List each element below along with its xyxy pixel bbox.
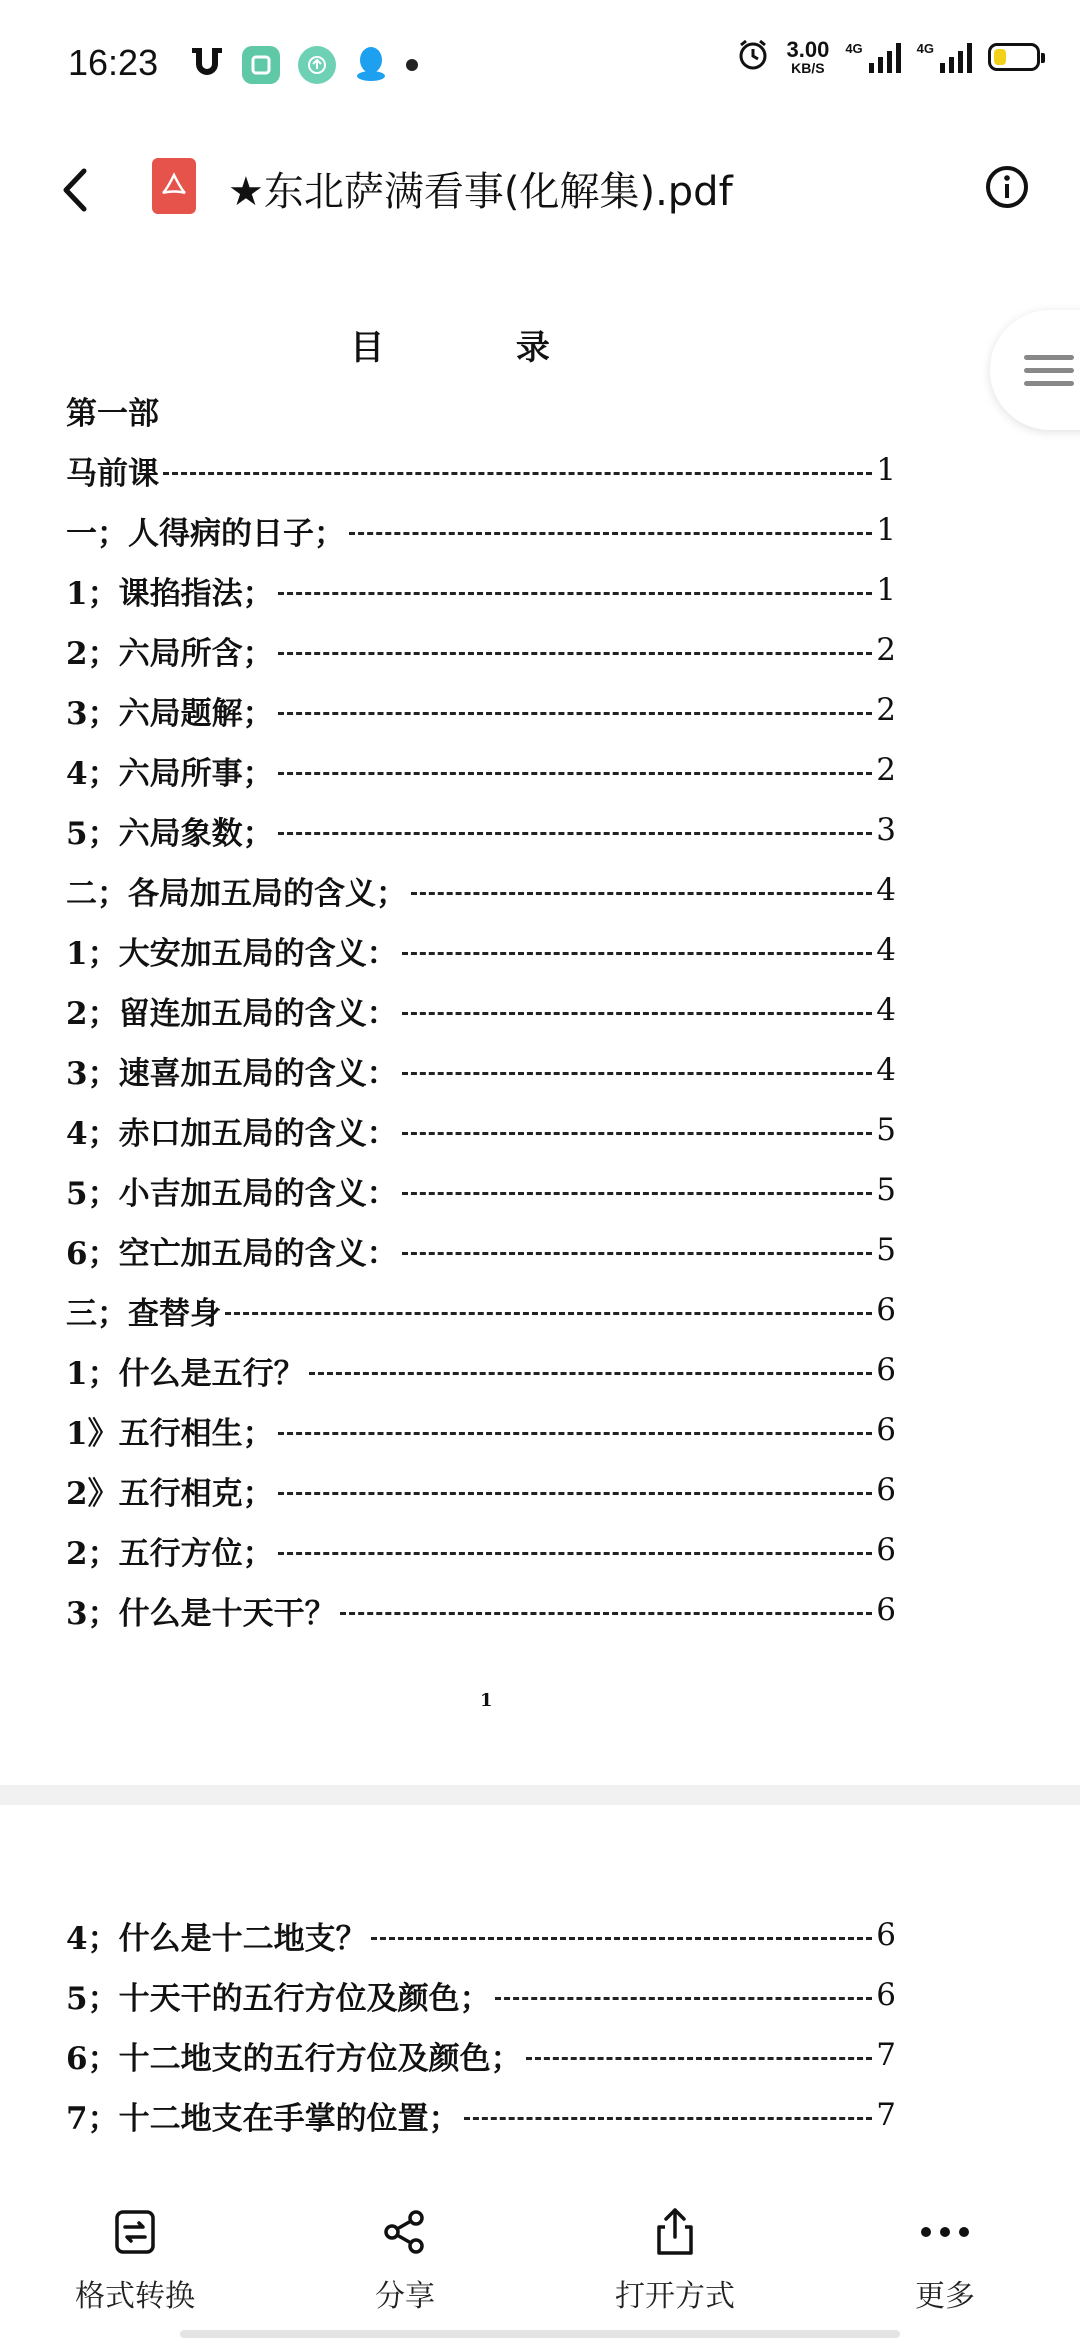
toc-entry-page: 6 bbox=[876, 1592, 896, 1628]
menu-icon bbox=[1024, 347, 1074, 394]
open-with-icon bbox=[648, 2205, 702, 2259]
toc-entry[interactable] bbox=[66, 565, 896, 615]
toc-leader bbox=[278, 1552, 873, 1555]
toc-entry[interactable] bbox=[66, 2030, 896, 2080]
toc-section-heading bbox=[66, 385, 896, 435]
battery-icon bbox=[988, 43, 1040, 71]
toc-leader bbox=[163, 472, 872, 475]
info-icon bbox=[984, 164, 1030, 210]
toc-leader bbox=[349, 532, 872, 535]
toc-leader bbox=[371, 1937, 873, 1940]
toc-leader bbox=[402, 952, 873, 955]
toc-leader bbox=[309, 1372, 873, 1375]
toc-entry-label: 2；六局所含； bbox=[66, 635, 274, 672]
toc-entry[interactable] bbox=[66, 1405, 896, 1455]
toc-entry-page: 4 bbox=[876, 932, 896, 968]
toc-entry-label: 5；小吉加五局的含义： bbox=[66, 1175, 398, 1212]
toc-entry-label: 6；空亡加五局的含义： bbox=[66, 1235, 398, 1272]
app-header bbox=[0, 130, 1080, 250]
toc-leader bbox=[402, 1132, 873, 1135]
toc-entry-label: 2；留连加五局的含义： bbox=[66, 995, 398, 1032]
toc-entry-page: 7 bbox=[876, 2097, 896, 2133]
toc-entry-label: 7；十二地支在手掌的位置； bbox=[66, 2100, 460, 2137]
page-number: 1 bbox=[480, 1690, 493, 1711]
document-page-1 bbox=[0, 250, 1080, 1785]
toc-entry-page: 2 bbox=[876, 632, 896, 668]
toc-leader bbox=[278, 1492, 873, 1495]
open-with-label: 打开方式 bbox=[615, 2279, 735, 2314]
toc-leader bbox=[402, 1192, 873, 1195]
home-indicator[interactable] bbox=[180, 2330, 900, 2338]
toc-entry[interactable] bbox=[66, 1910, 896, 1960]
toc-entry-label: 二；各局加五局的含义； bbox=[66, 875, 407, 912]
toc-entry-page: 3 bbox=[876, 812, 896, 848]
document-title: ★东北萨满看事(化解集).pdf bbox=[228, 169, 733, 215]
toc-entry-label: 3；速喜加五局的含义： bbox=[66, 1055, 398, 1092]
toc-entry[interactable] bbox=[66, 1525, 896, 1575]
toc-entry-page: 5 bbox=[876, 1172, 896, 1208]
network-type-1: 4G bbox=[845, 41, 863, 56]
toc-entry[interactable] bbox=[66, 1105, 896, 1155]
toc-entry[interactable] bbox=[66, 805, 896, 855]
network-type-2: 4G bbox=[916, 41, 934, 56]
status-bar bbox=[0, 0, 1080, 130]
toc-entry-page: 1 bbox=[876, 572, 896, 608]
toc-entry-label: 3；六局题解； bbox=[66, 695, 274, 732]
upload-app-icon bbox=[298, 46, 336, 84]
more-label: 更多 bbox=[915, 2279, 975, 2314]
document-viewer[interactable] bbox=[0, 250, 1080, 2180]
toc-leader bbox=[278, 832, 873, 835]
toc-leader bbox=[411, 892, 872, 895]
speed-unit: KB/S bbox=[791, 60, 825, 76]
share-button[interactable] bbox=[270, 2180, 540, 2340]
toc-entry[interactable] bbox=[66, 1225, 896, 1275]
toc-entry-label: 2》五行相克； bbox=[66, 1475, 274, 1512]
toc-entry-page: 4 bbox=[876, 992, 896, 1028]
toc-leader bbox=[526, 2057, 873, 2060]
more-notifications-dot bbox=[406, 59, 418, 71]
more-icon bbox=[918, 2205, 972, 2259]
toc-entry-label: 1》五行相生； bbox=[66, 1415, 274, 1452]
toc-entry[interactable] bbox=[66, 1465, 896, 1515]
signal-2 bbox=[917, 41, 972, 73]
toc-entry-page: 5 bbox=[876, 1112, 896, 1148]
toc-entry[interactable] bbox=[66, 1585, 896, 1635]
toc-entry-label: 3；什么是十天干？ bbox=[66, 1595, 336, 1632]
toc-entry[interactable] bbox=[66, 1285, 896, 1335]
toc-leader bbox=[402, 1072, 873, 1075]
toc-entry-label: 6；十二地支的五行方位及颜色； bbox=[66, 2040, 522, 2077]
toc-leader bbox=[495, 1997, 873, 2000]
toc-entry[interactable] bbox=[66, 1165, 896, 1215]
info-button[interactable] bbox=[974, 154, 1040, 220]
app-notification-icon bbox=[190, 46, 224, 84]
share-icon bbox=[378, 2205, 432, 2259]
toc-entry[interactable] bbox=[66, 1970, 896, 2020]
alarm-icon bbox=[736, 38, 770, 76]
toc-entry-page: 4 bbox=[876, 1052, 896, 1088]
toc-entry-label: 4；赤口加五局的含义： bbox=[66, 1115, 398, 1152]
toc-entry-label: 1；课掐指法； bbox=[66, 575, 274, 612]
toc-leader bbox=[278, 712, 873, 715]
gallery-app-icon bbox=[242, 46, 280, 84]
toc-entry[interactable] bbox=[66, 1045, 896, 1095]
toc-entry-label: 马前课 bbox=[66, 455, 159, 492]
format-convert-icon bbox=[108, 2205, 162, 2259]
format-convert-button[interactable] bbox=[0, 2180, 270, 2340]
toc-title: 目 录 bbox=[350, 328, 610, 368]
toc-entry-label: 5；六局象数； bbox=[66, 815, 274, 852]
toc-entry[interactable] bbox=[66, 1345, 896, 1395]
notification-icons bbox=[190, 44, 418, 86]
toc-entry-page: 7 bbox=[876, 2037, 896, 2073]
toc-leader bbox=[278, 772, 873, 775]
status-time: 16:23 bbox=[68, 42, 159, 83]
toc-leader bbox=[340, 1612, 873, 1615]
chevron-left-icon bbox=[60, 167, 90, 213]
toc-entry-label: 三；查替身 bbox=[66, 1295, 221, 1332]
format-convert-label: 格式转换 bbox=[75, 2279, 195, 2314]
toc-entry-label: 5；十天干的五行方位及颜色； bbox=[66, 1980, 491, 2017]
toc-entry-page: 6 bbox=[876, 1532, 896, 1568]
toc-entry-page: 6 bbox=[876, 1917, 896, 1953]
toc-entry-page: 1 bbox=[876, 512, 896, 548]
section-label: 第一部 bbox=[66, 395, 159, 432]
toc-entry[interactable] bbox=[66, 865, 896, 915]
more-button[interactable] bbox=[810, 2180, 1080, 2340]
back-button[interactable] bbox=[50, 150, 100, 230]
toc-entry-page: 6 bbox=[876, 1412, 896, 1448]
toc-entry[interactable] bbox=[66, 505, 896, 555]
pdf-icon bbox=[152, 158, 196, 214]
toc-leader bbox=[225, 1312, 872, 1315]
toc-entry-label: 2；五行方位； bbox=[66, 1535, 274, 1572]
share-label: 分享 bbox=[375, 2279, 435, 2314]
document-page-2 bbox=[0, 1805, 1080, 2180]
toc-entry-page: 6 bbox=[876, 1977, 896, 2013]
status-right bbox=[736, 38, 1040, 76]
toc-leader bbox=[278, 1432, 873, 1435]
toc-leader bbox=[402, 1252, 873, 1255]
toc-entry[interactable] bbox=[66, 445, 896, 495]
toc-entry[interactable] bbox=[66, 685, 896, 735]
toc-entry-label: 1；什么是五行？ bbox=[66, 1355, 305, 1392]
toc-entry-label: 4；什么是十二地支？ bbox=[66, 1920, 367, 1957]
toc-leader bbox=[402, 1012, 873, 1015]
toc-entry-page: 2 bbox=[876, 692, 896, 728]
toc-entry-label: 4；六局所事； bbox=[66, 755, 274, 792]
toc-entry[interactable] bbox=[66, 2090, 896, 2140]
toc-entry[interactable] bbox=[66, 925, 896, 975]
qq-icon bbox=[354, 44, 388, 86]
toc-entry-page: 1 bbox=[876, 452, 896, 488]
toc-leader bbox=[278, 652, 873, 655]
toc-entry-label: 一；人得病的日子； bbox=[66, 515, 345, 552]
toc-entry-page: 2 bbox=[876, 752, 896, 788]
side-panel-handle[interactable] bbox=[990, 310, 1080, 430]
toc-entry-page: 4 bbox=[876, 872, 896, 908]
battery-level bbox=[994, 49, 1006, 65]
toc-leader bbox=[278, 592, 873, 595]
open-with-button[interactable] bbox=[540, 2180, 810, 2340]
speed-value: 3.00 bbox=[786, 37, 830, 62]
toc-leader bbox=[464, 2117, 873, 2120]
network-speed bbox=[786, 39, 829, 75]
bottom-toolbar bbox=[0, 2180, 1080, 2340]
toc-entry-page: 6 bbox=[876, 1472, 896, 1508]
toc-entry[interactable] bbox=[66, 985, 896, 1035]
toc-entry-page: 5 bbox=[876, 1232, 896, 1268]
toc-entry-page: 6 bbox=[876, 1352, 896, 1388]
toc-entry-page: 6 bbox=[876, 1292, 896, 1328]
toc-entry[interactable] bbox=[66, 625, 896, 675]
signal-1 bbox=[845, 41, 900, 73]
toc-entry[interactable] bbox=[66, 745, 896, 795]
toc-entry-label: 1；大安加五局的含义： bbox=[66, 935, 398, 972]
